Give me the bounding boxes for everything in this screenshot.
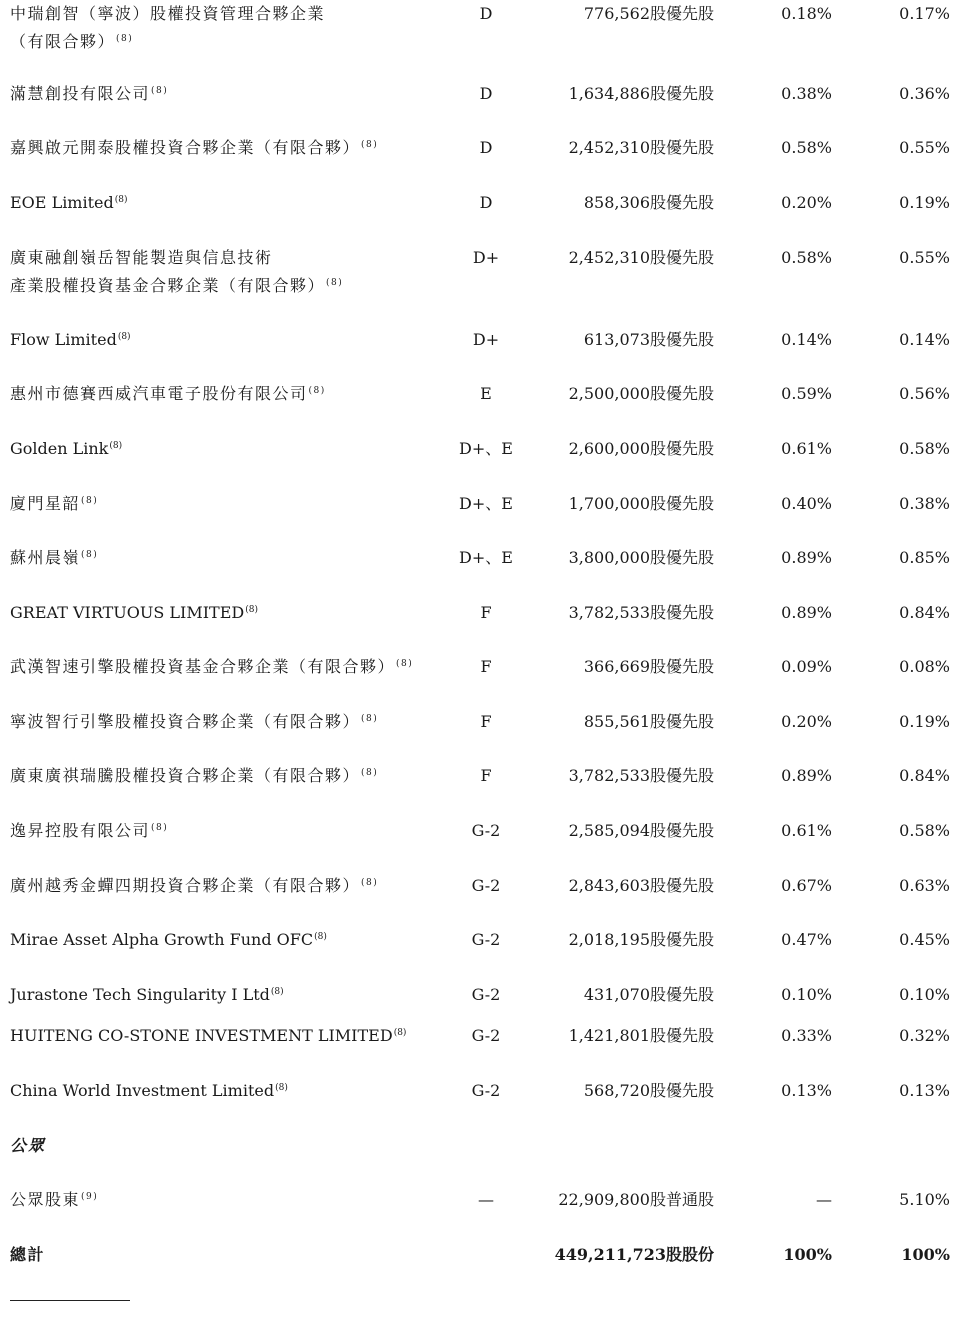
- shareholder-name-line: [10, 80, 440, 108]
- percent-cell: 0.58%: [899, 439, 950, 458]
- shareholder-name: [10, 1077, 440, 1105]
- shares-cell: 568,720股優先股: [583, 1081, 714, 1100]
- percent-cell: 0.36%: [899, 84, 950, 103]
- shareholder-name: [10, 435, 440, 463]
- total-percent-cell: 100%: [901, 1245, 950, 1264]
- shareholder-name-text: HUITENG CO-STONE INVESTMENT LIMITED: [10, 1026, 393, 1045]
- shareholder-name-text: Jurastone Tech Singularity I Ltd: [10, 985, 270, 1004]
- percent-cell: 0.19%: [899, 712, 950, 731]
- percent-cell: 0.09%: [781, 657, 832, 676]
- percent-cell: 0.19%: [899, 193, 950, 212]
- shareholder-name-line: [10, 134, 440, 162]
- round-cell: D: [479, 4, 493, 23]
- shareholder-name-text: GREAT VIRTUOUS LIMITED: [10, 603, 245, 622]
- shareholder-name-line: [10, 599, 440, 627]
- shareholder-name-line: [10, 708, 440, 736]
- percent-cell: 0.89%: [781, 766, 832, 785]
- percent-cell: 0.59%: [781, 384, 832, 403]
- shareholder-name-line: 廣東融創嶺岳智能製造與信息技術: [10, 248, 273, 267]
- shareholder-name-line: [10, 189, 440, 217]
- percent-cell: 0.58%: [781, 248, 832, 267]
- shareholder-name-text: 廈門星韶: [10, 494, 81, 513]
- shareholder-name: [10, 80, 440, 108]
- shareholder-name-line: [10, 872, 440, 900]
- shareholder-name-text: EOE Limited: [10, 193, 114, 212]
- percent-cell: 0.55%: [899, 248, 950, 267]
- percent-cell: —: [816, 1190, 832, 1209]
- round-cell: D+、E: [459, 494, 513, 513]
- shareholder-name-line: [10, 326, 440, 354]
- shares-cell: 2,452,310股優先股: [568, 138, 714, 157]
- shareholder-name-line: [10, 28, 440, 56]
- shares-cell: 1,700,000股優先股: [568, 494, 714, 513]
- round-cell: F: [480, 657, 492, 676]
- shares-cell: 3,782,533股優先股: [568, 603, 714, 622]
- round-cell: D+、E: [459, 548, 513, 567]
- shareholder-name-line: [10, 544, 440, 572]
- percent-cell: 0.63%: [899, 876, 950, 895]
- shareholder-name: 公眾股東$^{(9)}$: [10, 1190, 99, 1209]
- footnote-ref: (8): [275, 1082, 288, 1093]
- footnote-ref: (8): [245, 604, 258, 615]
- percent-cell: 0.56%: [899, 384, 950, 403]
- shareholder-name-text: 惠州市德賽西威汽車電子股份有限公司: [10, 384, 308, 403]
- footnote-ref: (8): [396, 658, 414, 669]
- percent-cell: 0.14%: [781, 330, 832, 349]
- shares-cell: 2,843,603股優先股: [568, 876, 714, 895]
- shareholder-name: [10, 544, 440, 572]
- shareholder-name-line: [10, 490, 440, 518]
- footnote-divider: [10, 1300, 130, 1301]
- shareholder-name-text: 廣州越秀金蟬四期投資合夥企業（有限合夥）: [10, 876, 361, 895]
- round-cell: G-2: [471, 1081, 501, 1100]
- shareholder-name-text: 武漢智速引擎股權投資基金合夥企業（有限合夥）: [10, 657, 396, 676]
- percent-cell: 0.67%: [781, 876, 832, 895]
- percent-cell: 0.85%: [899, 548, 950, 567]
- percent-cell: 0.58%: [899, 821, 950, 840]
- shareholder-name: [10, 653, 440, 681]
- percent-cell: 0.13%: [899, 1081, 950, 1100]
- percent-cell: 0.61%: [781, 439, 832, 458]
- percent-cell: 0.14%: [899, 330, 950, 349]
- shareholder-name: [10, 0, 440, 56]
- percent-cell: 0.89%: [781, 603, 832, 622]
- shareholder-name-text: （有限合夥）: [10, 32, 116, 51]
- shareholder-name: [10, 872, 440, 900]
- total-percent-cell: 100%: [783, 1245, 832, 1264]
- shareholder-name: [10, 244, 440, 300]
- percent-cell: 0.18%: [781, 4, 832, 23]
- shares-cell: 2,600,000股優先股: [568, 439, 714, 458]
- round-cell: D: [479, 84, 493, 103]
- percent-cell: 0.55%: [899, 138, 950, 157]
- footnote-ref: (8): [361, 877, 379, 888]
- round-cell: —: [478, 1190, 494, 1209]
- footnote-ref: (8): [270, 986, 284, 997]
- footnote-ref: (8): [314, 931, 327, 942]
- shares-cell: 858,306股優先股: [583, 193, 714, 212]
- shareholder-name: [10, 708, 440, 736]
- shareholder-name-text: Flow Limited: [10, 330, 117, 349]
- percent-cell: 0.10%: [781, 985, 832, 1004]
- footnote-ref: (8): [151, 85, 169, 96]
- shareholder-name-text: 蘇州晨嶺: [10, 548, 81, 567]
- shareholder-name-text: Mirae Asset Alpha Growth Fund OFC: [10, 930, 314, 949]
- shareholder-name-text: 嘉興啟元開泰股權投資合夥企業（有限合夥）: [10, 138, 361, 157]
- shareholder-name-line: [10, 817, 440, 845]
- percent-cell: 0.08%: [899, 657, 950, 676]
- percent-cell: 0.20%: [781, 712, 832, 731]
- percent-cell: 5.10%: [899, 1190, 950, 1209]
- round-cell: F: [480, 712, 492, 731]
- shares-cell: 613,073股優先股: [583, 330, 714, 349]
- shares-cell: 1,634,886股優先股: [568, 84, 714, 103]
- round-cell: D+: [472, 248, 500, 267]
- round-cell: F: [480, 603, 492, 622]
- round-cell: F: [480, 766, 492, 785]
- shareholder-name: [10, 490, 440, 518]
- footnote-ref: (8): [109, 440, 123, 451]
- shares-cell: 22,909,800股普通股: [558, 1190, 714, 1209]
- round-cell: E: [480, 384, 492, 403]
- shareholder-name-text: China World Investment Limited: [10, 1081, 275, 1100]
- round-cell: G-2: [471, 985, 501, 1004]
- shareholder-name-line: [10, 1022, 440, 1050]
- shareholder-name: [10, 380, 440, 408]
- footnote-ref: (8): [151, 822, 169, 833]
- shareholder-name-text: 滿慧創投有限公司: [10, 84, 151, 103]
- footnote-ref: (8): [308, 385, 326, 396]
- percent-cell: 0.40%: [781, 494, 832, 513]
- percent-cell: 0.38%: [899, 494, 950, 513]
- footnote-ref: (8): [393, 1027, 407, 1038]
- shares-cell: 2,500,000股優先股: [568, 384, 714, 403]
- shareholder-name-line: [10, 380, 440, 408]
- shares-cell: 855,561股優先股: [583, 712, 714, 731]
- percent-cell: 0.61%: [781, 821, 832, 840]
- shares-cell: 3,800,000股優先股: [568, 548, 714, 567]
- shareholder-name-text: 寧波智行引擎股權投資合夥企業（有限合夥）: [10, 712, 361, 731]
- shareholder-name-text: 產業股權投資基金合夥企業（有限合夥）: [10, 276, 326, 295]
- round-cell: G-2: [471, 821, 501, 840]
- percent-cell: 0.17%: [899, 4, 950, 23]
- round-cell: D+、E: [459, 439, 513, 458]
- shareholder-name-line: [10, 653, 440, 681]
- shares-cell: 3,782,533股優先股: [568, 766, 714, 785]
- shareholder-name-line: [10, 272, 440, 300]
- footnote-ref: (8): [361, 767, 379, 778]
- shareholder-name: [10, 189, 440, 217]
- footnote-ref: (8): [81, 495, 99, 506]
- percent-cell: 0.47%: [781, 930, 832, 949]
- footnote-ref: (8): [361, 713, 379, 724]
- round-cell: G-2: [471, 930, 501, 949]
- footnote-ref: (8): [326, 277, 344, 288]
- shareholder-name-line: [10, 1077, 440, 1105]
- shareholder-name: [10, 134, 440, 162]
- shares-cell: 2,585,094股優先股: [568, 821, 714, 840]
- shareholder-name-line: 中瑞創智（寧波）股權投資管理合夥企業: [10, 4, 326, 23]
- round-cell: G-2: [471, 1026, 501, 1045]
- percent-cell: 0.33%: [781, 1026, 832, 1045]
- round-cell: D: [479, 193, 493, 212]
- percent-cell: 0.89%: [781, 548, 832, 567]
- shares-cell: 2,452,310股優先股: [568, 248, 714, 267]
- percent-cell: 0.10%: [899, 985, 950, 1004]
- footnote-ref: (9): [81, 1191, 99, 1202]
- shareholder-name: [10, 1022, 440, 1050]
- round-cell: G-2: [471, 876, 501, 895]
- shareholder-name-text: 逸昇控股有限公司: [10, 821, 151, 840]
- percent-cell: 0.58%: [781, 138, 832, 157]
- percent-cell: 0.13%: [781, 1081, 832, 1100]
- section-title: 公眾: [10, 1136, 47, 1155]
- percent-cell: 0.38%: [781, 84, 832, 103]
- footnote-ref: (8): [361, 139, 379, 150]
- shareholder-name-line: [10, 762, 440, 790]
- percent-cell: 0.20%: [781, 193, 832, 212]
- percent-cell: 0.32%: [899, 1026, 950, 1045]
- shareholder-name: [10, 926, 440, 954]
- footnote-ref: (8): [117, 331, 131, 342]
- shares-cell: 776,562股優先股: [583, 4, 714, 23]
- footnote-ref: (8): [116, 33, 134, 44]
- shares-cell: 1,421,801股優先股: [568, 1026, 714, 1045]
- shareholder-name: [10, 817, 440, 845]
- percent-cell: 0.84%: [899, 766, 950, 785]
- shareholder-name: [10, 762, 440, 790]
- round-cell: D: [479, 138, 493, 157]
- round-cell: D+: [472, 330, 500, 349]
- shareholder-name-text: 廣東廣祺瑞騰股權投資合夥企業（有限合夥）: [10, 766, 361, 785]
- percent-cell: 0.45%: [899, 930, 950, 949]
- shares-cell: 366,669股優先股: [583, 657, 714, 676]
- footnote-ref: (8): [81, 549, 99, 560]
- shareholder-name-line: [10, 926, 440, 954]
- total-shares-cell: 449,211,723股股份: [554, 1245, 714, 1264]
- shareholder-name-line: [10, 435, 440, 463]
- shareholder-name: [10, 326, 440, 354]
- shares-cell: 2,018,195股優先股: [568, 930, 714, 949]
- shareholder-name-line: [10, 981, 440, 1009]
- shareholder-name-text: Golden Link: [10, 439, 109, 458]
- shareholder-name: [10, 981, 440, 1009]
- percent-cell: 0.84%: [899, 603, 950, 622]
- footnote-ref: (8): [114, 194, 128, 205]
- shareholder-name: [10, 599, 440, 627]
- shares-cell: 431,070股優先股: [583, 985, 714, 1004]
- total-label: 總計: [10, 1245, 46, 1264]
